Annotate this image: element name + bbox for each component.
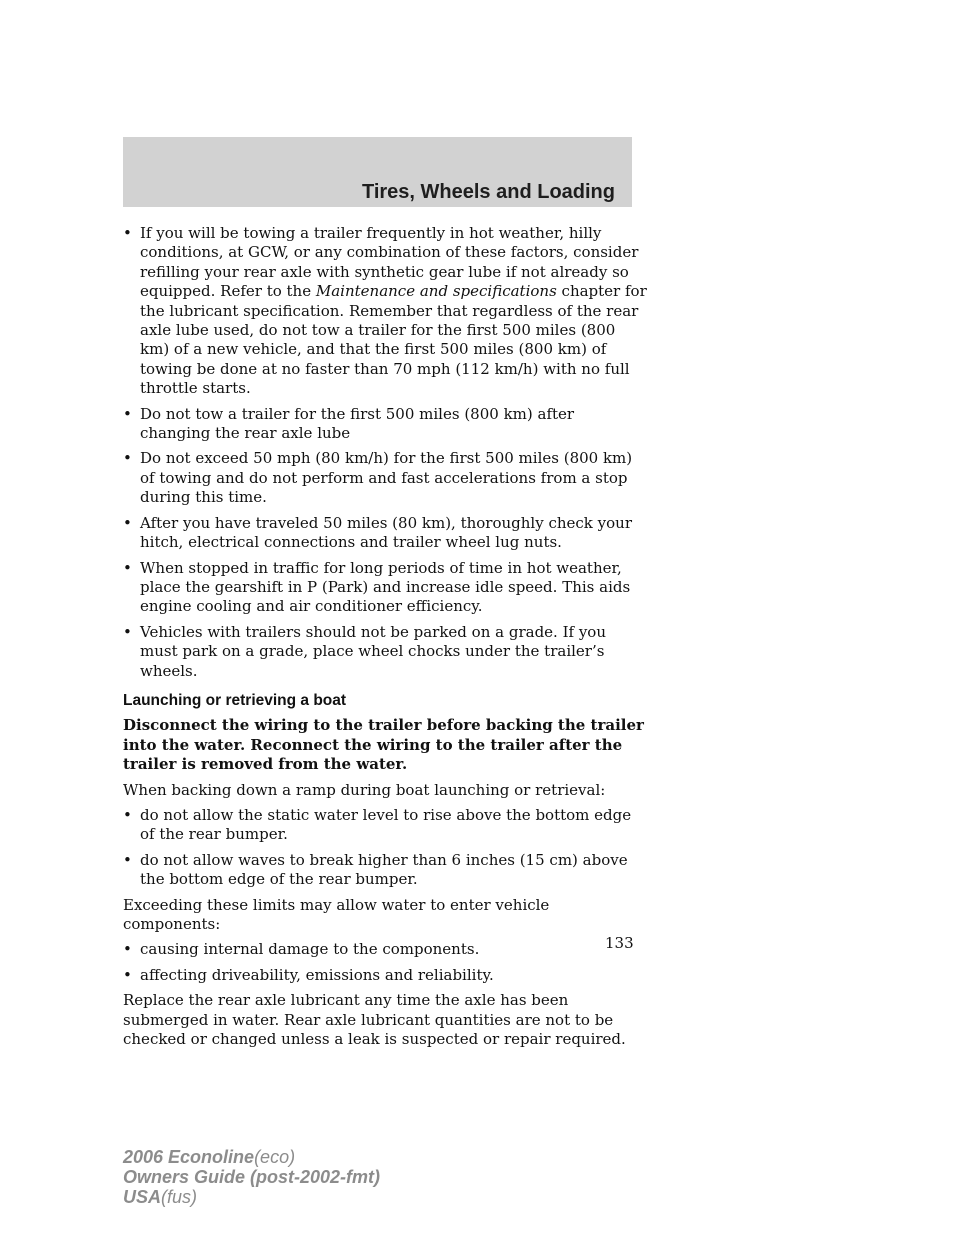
- footer-model-code: (eco): [254, 1147, 296, 1167]
- list-item: [123, 405, 648, 444]
- bullet-icon: •: [123, 622, 132, 641]
- bullet-icon: •: [123, 558, 132, 577]
- closing-paragraph: Replace the rear axle lubricant any time the axle has been submerged in water. Rear axle lubricant quantities are not to be checked or changed unless a leak is suspected or repair required.: [123, 991, 626, 1049]
- footer-guide-name: Owners Guide (post-2002-fmt): [123, 1167, 381, 1187]
- bullet-text: do not allow waves to break higher than 6 inches (15 cm) above the bottom edge of the rear bumper.: [140, 850, 628, 889]
- list-item: [123, 851, 648, 890]
- list-item: [123, 514, 648, 553]
- subsection-heading: Launching or retrieving a boat: [123, 691, 347, 709]
- bullet-icon: •: [123, 449, 132, 468]
- intro-paragraph: When backing down a ramp during boat launching or retrieval:: [123, 780, 606, 799]
- chapter-header-band: [123, 137, 632, 207]
- bullet-text-part: chapter for the lubricant specification. Remember that regardless of the rear axle lube used, do not tow a trailer for the first 500 miles (800 km) of a new vehicle, and that the first 500 miles (800 km) of towing be done at no faster than 70 mph (112 km/h) with no full throttle starts.: [140, 282, 647, 398]
- bullet-text: After you have traveled 50 miles (80 km), thoroughly check your hitch, electrical connections and trailer wheel lug nuts.: [140, 513, 632, 552]
- bullet-text: causing internal damage to the components.: [140, 940, 480, 959]
- footer-line: [123, 1147, 380, 1167]
- page-number: 133: [605, 934, 634, 952]
- document-footer: [123, 1147, 380, 1207]
- footer-model: 2006 Econoline: [123, 1147, 255, 1167]
- limits-paragraph: Exceeding these limits may allow water to enter vehicle components:: [123, 895, 550, 933]
- bullet-icon: •: [123, 404, 132, 423]
- bullet-text: Vehicles with trailers should not be parked on a grade. If you must park on a grade, place wheel chocks under the trailer’s wheels.: [140, 622, 606, 680]
- footer-market-code: (fus): [161, 1187, 198, 1207]
- footer-line: [123, 1187, 380, 1207]
- list-item: [123, 966, 648, 985]
- bullet-text-part: If you will be towing a trailer frequently in hot weather, hilly conditions, at GCW, or any combination of these factors, consider refilling your rear axle with synthetic gear lube if not already so equipped. Refer to the: [140, 224, 639, 301]
- warning-paragraph: Disconnect the wiring to the trailer before backing the trailer into the water. Reconnect the wiring to the trailer after the trailer is removed from the water.: [123, 716, 644, 774]
- bullet-icon: •: [123, 805, 132, 824]
- bullet-text: Do not exceed 50 mph (80 km/h) for the first 500 miles (800 km) of towing and do not perform and fast accelerations from a stop during this time.: [140, 449, 633, 507]
- bullet-icon: •: [123, 940, 132, 959]
- bullet-text: Do not tow a trailer for the first 500 miles (800 km) after changing the rear axle lube: [140, 404, 575, 443]
- list-item: [123, 940, 648, 959]
- list-item: [123, 559, 648, 617]
- list-item: [123, 623, 648, 681]
- bullet-icon: •: [123, 513, 132, 532]
- bullet-icon: •: [123, 965, 132, 984]
- bullet-text: do not allow the static water level to rise above the bottom edge of the rear bumper.: [140, 805, 632, 844]
- bullet-icon: •: [123, 850, 132, 869]
- bullet-icon: •: [123, 224, 132, 242]
- page-content: [123, 224, 648, 1055]
- section-title: Tires, Wheels and Loading: [361, 181, 615, 203]
- list-item: [123, 806, 648, 845]
- bullet-text: When stopped in traffic for long periods of time in hot weather, place the gearshift in P (Park) and increase idle speed. This aids engine cooling and air conditioner efficiency.: [140, 558, 631, 616]
- footer-market: USA: [123, 1187, 162, 1207]
- list-item: [123, 224, 648, 399]
- list-item: [123, 449, 648, 507]
- chapter-reference: Maintenance and specifications: [315, 282, 557, 301]
- bullet-text: affecting driveability, emissions and reliability.: [140, 965, 494, 984]
